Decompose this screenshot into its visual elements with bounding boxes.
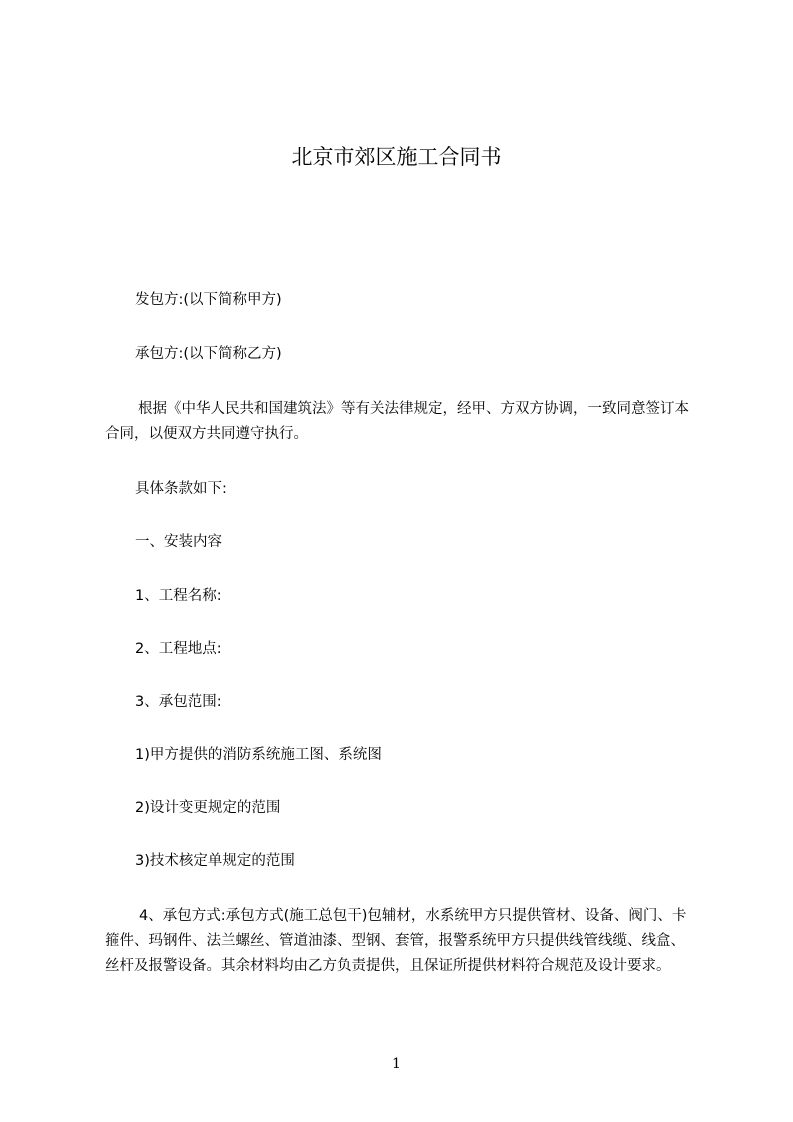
sub-item-drawings: 1)甲方提供的消防系统施工图、系统图 (135, 747, 382, 763)
terms-intro: 具体条款如下: (135, 481, 227, 497)
sub-item-design-changes: 2)设计变更规定的范围 (135, 800, 281, 816)
item-contract-method: 4、承包方式:承包方式(施工总包干)包辅材，水系统甲方只提供管材、设备、阀门、卡箍件、玛钢件、法兰螺丝、管道油漆、型钢、套管，报警系统甲方只提供线管线缆、线盒、丝杆及报警设备。其余材料均由乙方负责提供，且保证所提供材料符合规范及设计要求。 (105, 908, 687, 974)
page-title: 北京市郊区施工合同书 (291, 145, 502, 169)
section-heading-installation: 一、安装内容 (135, 534, 222, 550)
party-b-line: 承包方:(以下简称乙方) (135, 346, 282, 362)
item-project-name: 1、工程名称: (135, 588, 222, 604)
sub-item-technical-verification: 3)技术核定单规定的范围 (135, 853, 295, 869)
preamble-paragraph: 根据《中华人民共和国建筑法》等有关法律规定，经甲、方双方协调，一致同意签订本合同，以便双方共同遵守执行。 (105, 401, 689, 442)
item-project-location: 2、工程地点: (135, 641, 222, 657)
party-a-line: 发包方:(以下简称甲方) (135, 292, 282, 308)
page-number: 1 (392, 1056, 401, 1072)
item-contract-scope: 3、承包范围: (135, 694, 222, 710)
